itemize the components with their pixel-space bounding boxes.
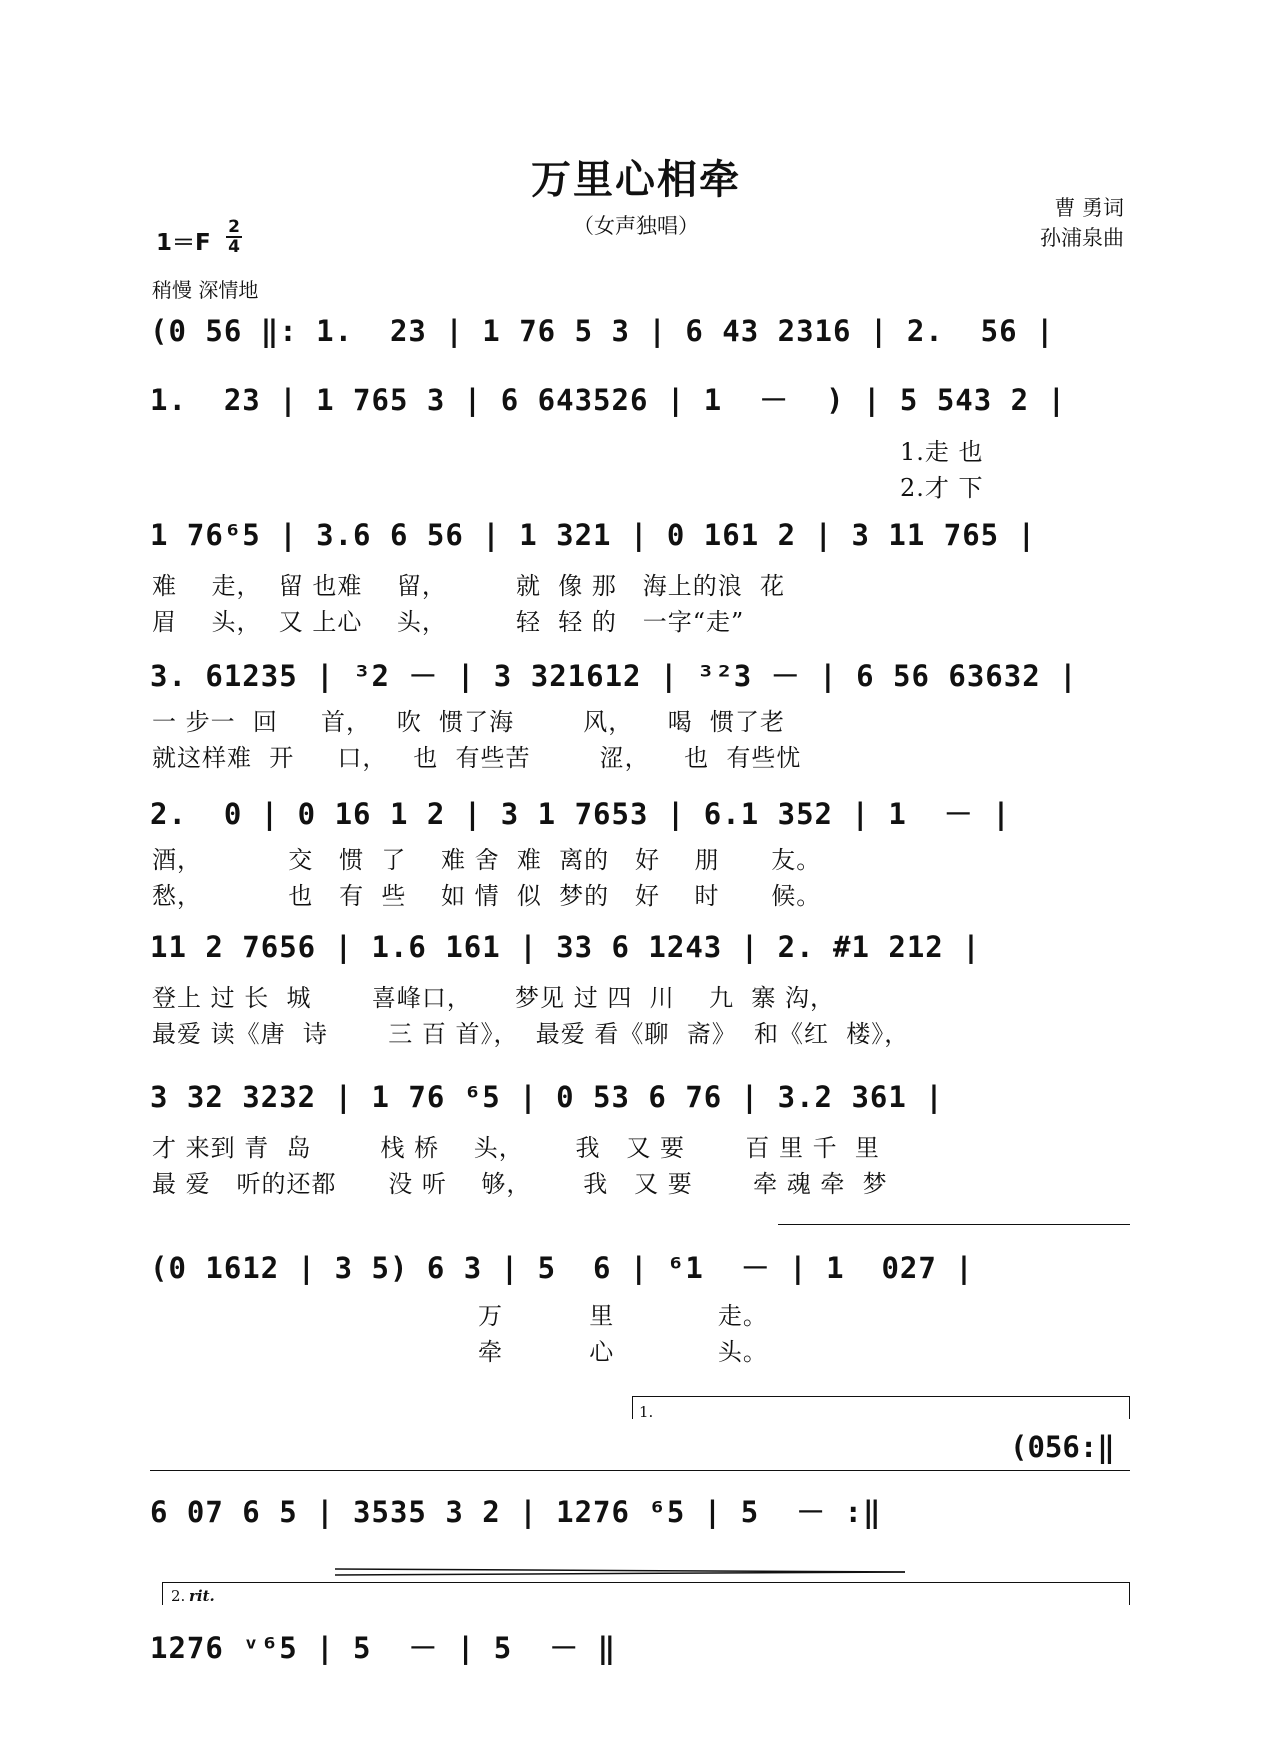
notes-row-5: 2. 0 | 0 16 1 2 | 3 1 7653 | 6.1 352 | 1 － |: [150, 797, 1011, 831]
score-row-9: [150, 1484, 1130, 1544]
time-signature-top: 2: [228, 217, 240, 237]
lyric-row-4-verse-1: 一 步一 回 首， 吹 惯了海 风， 喝 惯了老: [152, 708, 785, 736]
lyric-row-5-verse-1: 酒， 交 惯 了 难 舍 难 离的 好 朋 友。: [152, 846, 822, 874]
notes-row-6: 11 2 7656 | 1.6 161 | 33 6 1243 | 2. #1 212 |: [150, 930, 981, 964]
lyric-row-8-verse-2: 牵 心 头。: [478, 1338, 768, 1366]
key-signature: 1＝F: [156, 230, 211, 256]
lyric-row-6-verse-2: 最爱 读《唐 诗 三 百 首》， 最爱 看《聊 斋》 和《红 楼》，: [152, 1020, 910, 1048]
score-row-4: [150, 648, 1130, 708]
first-ending-bracket: [632, 1396, 1130, 1419]
notes-row-8: (0 1612 | 3 5) 6 3 | 5 6 | ⁶1 － | 1 027 |: [150, 1251, 974, 1285]
subtitle: （女声独唱）: [573, 214, 699, 238]
composer: 孙浦泉曲: [1040, 226, 1124, 250]
score-row-3: [150, 512, 1130, 572]
notes-row-9: 6 07 6 5 | 3535 3 2 | 1276 ⁶5 | 5 － :‖: [150, 1495, 882, 1529]
notes-row-4: 3. 61235 | ³2 － | 3 321612 | ³²3 － | 6 56 63632 |: [150, 659, 1078, 693]
notes-row-2: 1. 23 | 1 765 3 | 6 643526 | 1 － ) | 5 543 2 |: [150, 383, 1067, 417]
rit-marking: rit.: [189, 1587, 215, 1605]
second-ending-label: 2.: [171, 1587, 186, 1605]
time-signature: [226, 218, 242, 256]
lyric-row-2-verse-2: 2.才 下: [900, 474, 984, 502]
score-row-6: [150, 924, 1130, 984]
lyric-row-7-verse-1: 才 来到 青 岛 栈 桥 头， 我 又 要 百 里 千 里: [152, 1134, 880, 1162]
lyric-row-4-verse-2: 就这样难 开 口， 也 有些苦 涩， 也 有些忧: [152, 744, 802, 772]
score-row-8: [150, 1240, 1130, 1300]
notes-row-7: 3 32 3232 | 1 76 ⁶5 | 0 53 6 76 | 3.2 361 |: [150, 1080, 944, 1114]
notes-row-10: 1276 ᵛ⁶5 | 5 － | 5 － ‖: [150, 1631, 617, 1665]
repeat-tail: (056:‖: [1010, 1430, 1115, 1464]
tempo-marking: 稍慢 深情地: [152, 278, 259, 302]
hairpin-shape: [335, 1565, 905, 1579]
second-ending-bracket: [162, 1582, 1130, 1605]
volta-line-top: [778, 1224, 1130, 1225]
score-row-1: [150, 308, 1130, 368]
time-signature-bottom: 4: [228, 237, 240, 257]
lyric-row-7-verse-2: 最 爱 听的还都 没 听 够， 我 又 要 牵 魂 牵 梦: [152, 1170, 888, 1198]
score-row-7: [150, 1074, 1130, 1134]
score-row-5: [150, 786, 1130, 846]
notes-row-1: (0 56 ‖: 1. 23 | 1 76 5 3 | 6 43 2316 | 2. 56 |: [150, 314, 1055, 348]
decrescendo-hairpin: [335, 1564, 905, 1578]
lyric-row-3-verse-1: 难 走， 留 也难 留， 就 像 那 海上的浪 花: [152, 572, 785, 600]
lyric-row-8-verse-1: 万 里 走。: [478, 1302, 768, 1330]
lyric-row-2-verse-1: 1.走 也: [900, 438, 984, 466]
score-row-2: [150, 372, 1130, 432]
lyric-row-6-verse-1: 登上 过 长 城 喜峰口， 梦见 过 四 川 九 寨 沟，: [152, 984, 835, 1012]
lyric-row-5-verse-2: 愁， 也 有 些 如 情 似 梦的 好 时 候。: [152, 882, 822, 910]
page-title: 万里心相牵: [531, 156, 741, 203]
notes-row-3: 1 76⁶5 | 3.6 6 56 | 1 321 | 0 161 2 | 3 11 765 |: [150, 518, 1037, 552]
score-row-10: [150, 1620, 1130, 1680]
first-ending-label: 1.: [639, 1403, 654, 1421]
staff-line-ending-1: [150, 1470, 1130, 1471]
lyricist: 曹 勇词: [1054, 196, 1124, 220]
lyric-row-3-verse-2: 眉 头， 又 上心 头， 轻 轻 的 一字“走”: [152, 608, 745, 636]
